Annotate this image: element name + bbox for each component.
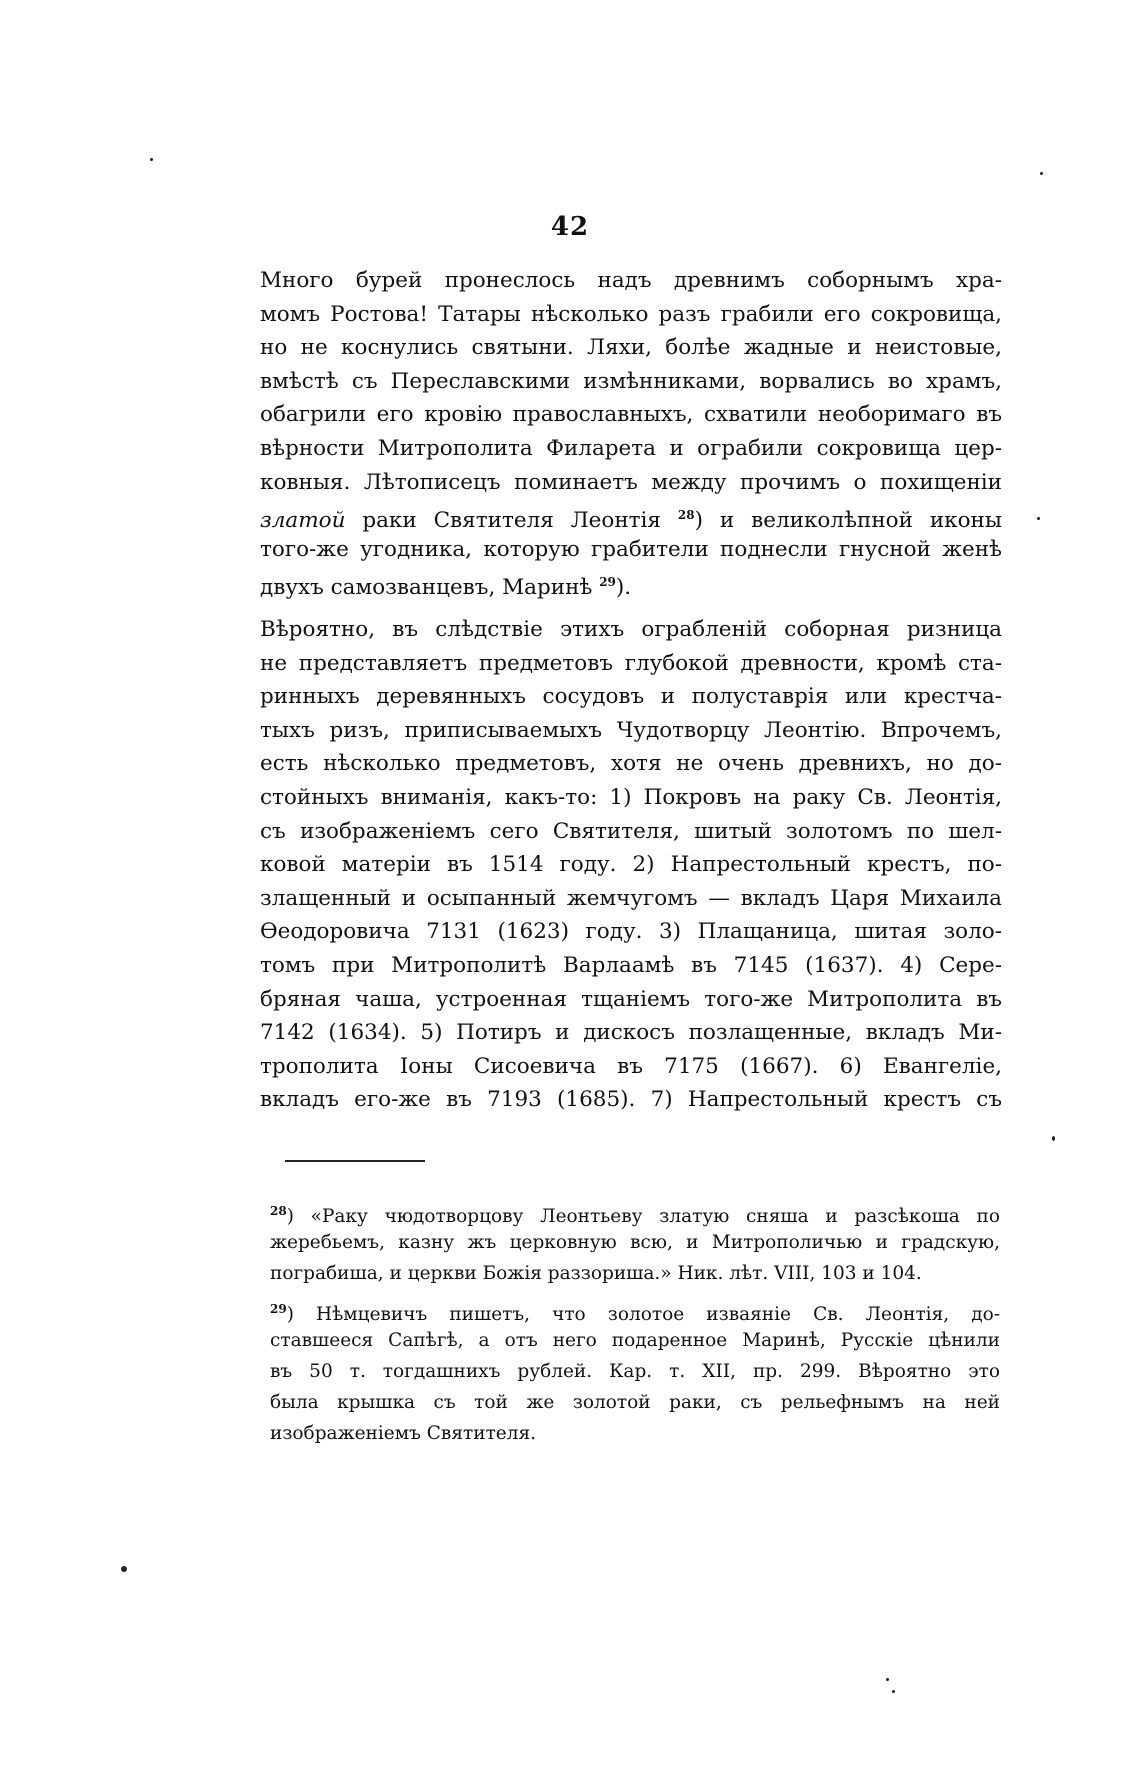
footnote-line bbox=[270, 1196, 1000, 1227]
paragraph-1-line: вѣрности Митрополита Филарета и ограбили сокровища цер- bbox=[260, 435, 1002, 461]
line-text: раки Святителя Леонтія bbox=[345, 508, 678, 534]
paragraph-2-line: трополита Іоны Сисоевича въ 7175 (1667). 6) Евангеліе, bbox=[260, 1053, 1002, 1079]
paragraph-1-line: обагрили его кровію православныхъ, схватили необоримаго въ bbox=[260, 402, 1002, 428]
scan-speck bbox=[1037, 517, 1040, 520]
italic-word: златой bbox=[260, 508, 346, 534]
paragraph-1-line-10 bbox=[260, 566, 1002, 600]
paragraph-2-line: вкладъ его-же въ 7193 (1685). 7) Напрестольный крестъ съ bbox=[260, 1087, 1002, 1113]
paragraph-2-line: 7142 (1634). 5) Потиръ и дискосъ позлащенные, вкладъ Ми- bbox=[260, 1020, 1002, 1046]
paragraph-1 bbox=[260, 264, 1002, 600]
scan-speck bbox=[150, 158, 153, 161]
line-text: ). bbox=[615, 575, 632, 601]
scan-speck bbox=[121, 1566, 127, 1572]
scan-speck bbox=[886, 1678, 889, 1681]
footnote-line bbox=[270, 1294, 1000, 1325]
paragraph-2-line: Ѳеодоровича 7131 (1623) году. 3) Плащаница, шитая золо- bbox=[260, 919, 1002, 945]
paragraph-1-line: того-же угодника, которую грабители поднесли гнусной женѣ bbox=[260, 536, 1002, 562]
paragraph-2-line: Вѣроятно, въ слѣдствіе этихъ ограбленій соборная ризница bbox=[260, 617, 1002, 642]
footnote-ref-28: 28 bbox=[677, 508, 695, 523]
footnote-line: была крышка съ той же золотой раки, съ рельефнымъ на ней bbox=[270, 1392, 1000, 1413]
scan-speck bbox=[1052, 1136, 1055, 1141]
footnote-line: въ 50 т. тогдашнихъ рублей. Кар. т. XII, пр. 299. Вѣроятно это bbox=[270, 1361, 1000, 1382]
line-text: двухъ самозванцевъ, Маринѣ bbox=[260, 575, 600, 601]
paragraph-2-line: бряная чаша, устроенная тщаніемъ того-же Митрополита въ bbox=[260, 986, 1002, 1012]
paragraph-2-line: съ изображеніемъ сего Святителя, шитый золотомъ по шел- bbox=[260, 818, 1002, 844]
footnote-text: ) «Раку чюдотворцову Леонтьеву златую сняша и разсѣкоша по bbox=[286, 1206, 1000, 1228]
scan-speck bbox=[1040, 172, 1043, 175]
paragraph-2 bbox=[260, 613, 1002, 1117]
paragraph-2-line: стойныхъ вниманія, какъ-то: 1) Покровъ на раку Св. Леонтія, bbox=[260, 784, 1002, 810]
paragraph-1-line-8 bbox=[260, 499, 1002, 533]
paragraph-1-line: вмѣстѣ съ Переславскими измѣнниками, ворвались во храмъ, bbox=[260, 368, 1002, 394]
line-text: ) и великолѣпной иконы bbox=[694, 508, 1002, 534]
paragraph-2-line: томъ при Митрополитѣ Варлаамѣ въ 7145 (1637). 4) Сере- bbox=[260, 952, 1002, 978]
paragraph-1-line: Много бурей пронеслось надъ древнимъ соборнымъ хра- bbox=[260, 268, 1002, 293]
footnote-28 bbox=[270, 1196, 1000, 1289]
footnote-divider bbox=[285, 1160, 425, 1162]
footnote-line: изображеніемъ Святителя. bbox=[270, 1423, 537, 1444]
page-number: 42 bbox=[550, 212, 590, 242]
paragraph-2-line: ковой матеріи въ 1514 году. 2) Напрестольный крестъ, по- bbox=[260, 852, 1002, 878]
footnote-29 bbox=[270, 1294, 1000, 1449]
footnote-line: жеребьемъ, казну жъ церковную всю, и Митрополичью и градскую, bbox=[270, 1232, 1000, 1253]
footnote-ref-29: 29 bbox=[599, 575, 616, 590]
paragraph-2-line: ринныхъ деревянныхъ сосудовъ и полуставрія или крестча- bbox=[260, 684, 1002, 710]
paragraph-2-line: злащенный и осыпанный жемчугомъ — вкладъ Царя Михаила bbox=[260, 885, 1002, 911]
paragraph-2-line: не представляетъ предметовъ глубокой древности, кромѣ ста- bbox=[260, 650, 1002, 676]
footnote-line: пограбиша, и церкви Божія раззориша.» Ник. лѣт. VIII, 103 и 104. bbox=[270, 1263, 922, 1284]
paragraph-1-line: момъ Ростова! Татары нѣсколько разъ грабили его сокровища, bbox=[260, 301, 1002, 327]
footnote-mark: 29 bbox=[270, 1302, 287, 1316]
paragraph-1-line: ковныя. Лѣтописецъ поминаетъ между прочимъ о похищеніи bbox=[260, 469, 1002, 495]
footnote-mark: 28 bbox=[270, 1204, 287, 1218]
paragraph-2-line: тыхъ ризъ, приписываемыхъ Чудотворцу Леонтію. Впрочемъ, bbox=[260, 717, 1002, 743]
scan-speck bbox=[892, 1690, 895, 1693]
footnote-line: ставшееся Сапѣгѣ, а отъ него подаренное Маринѣ, Русскіе цѣнили bbox=[270, 1330, 1000, 1351]
paragraph-2-line: есть нѣсколько предметовъ, хотя не очень древнихъ, но до- bbox=[260, 751, 1002, 777]
paragraph-1-line: но не коснулись святыни. Ляхи, болѣе жадные и неистовые, bbox=[260, 335, 1002, 361]
footnote-text: ) Нѣмцевичъ пишетъ, что золотое изваяніе Св. Леонтія, до- bbox=[286, 1304, 1000, 1326]
